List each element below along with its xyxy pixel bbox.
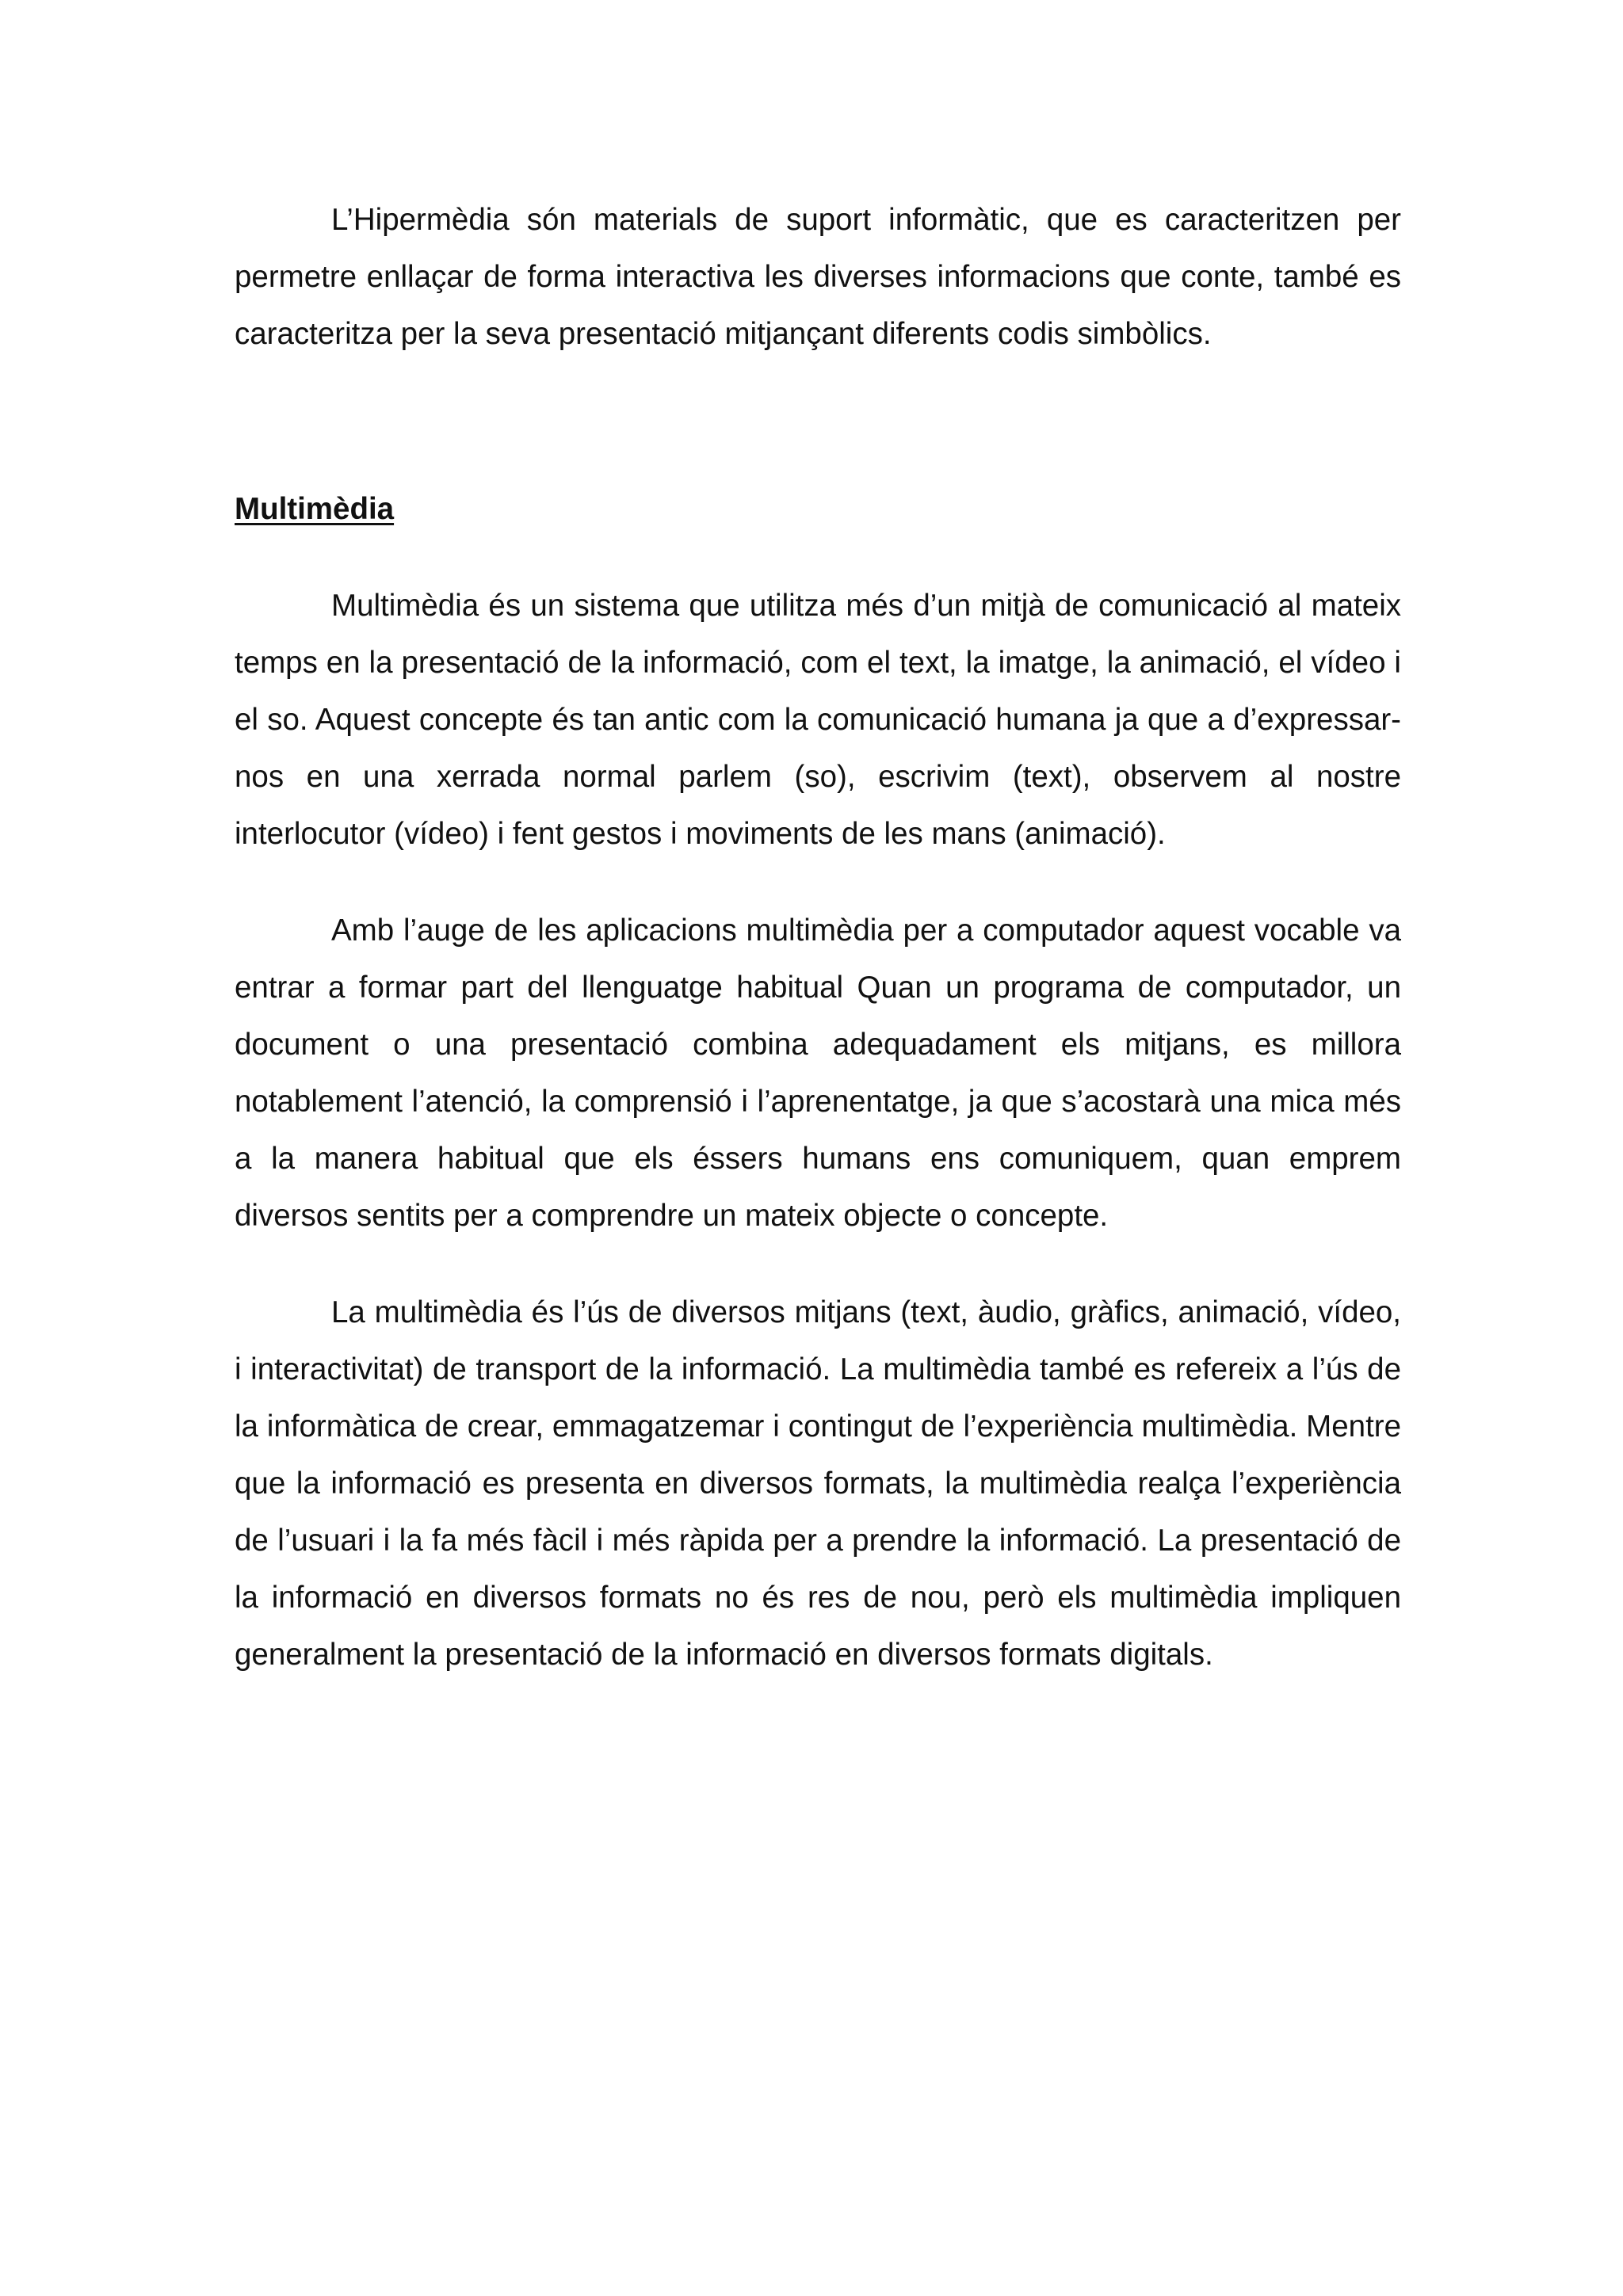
section-heading: Multimèdia (235, 492, 395, 526)
paragraph-multimedia-applications: Amb l’auge de les aplicacions multimèdia per a computador aquest vocable va entrar a formar part del llenguatge habitual Quan un programa de computador, un document o una presentació combina adequadament els mitjans, es millora notablement l’atenció, la comprensió i l’aprenentatge, ja que s’acostarà una mica més a la manera habitual que els éssers humans ens comuniquem, quan emprem diversos sentits per a comprendre un mateix objecte o concepte. (235, 913, 1401, 1233)
intro-paragraph: L’Hipermèdia són materials de suport informàtic, que es caracteritzen per permetre enllaçar de forma interactiva les diverses informacions que conte, també es caracteritza per la seva presentació mitjançant diferents codis simbòlics. (235, 203, 1401, 351)
paragraph-multimedia-formats: La multimèdia és l’ús de diversos mitjans (text, àudio, gràfics, animació, vídeo, i interactivitat) de transport de la informació. La multimèdia també es refereix a l’ús de la informàtica de crear, emmagatzemar i contingut de l’experiència multimèdia. Mentre que la informació es presenta en diversos formats, la multimèdia realça l’experiència de l’usuari i la fa més fàcil i més ràpida per a prendre la informació. La presentació de la informació en diversos formats no és res de nou, però els multimèdia impliquen generalment la presentació de la informació en diversos formats digitals. (235, 1295, 1401, 1672)
paragraph-multimedia-definition: Multimèdia és un sistema que utilitza més d’un mitjà de comunicació al mateix temps en la presentació de la informació, com el text, la imatge, la animació, el vídeo i el so. Aquest concepte és tan antic com la comunicació humana ja que a d’expressar-nos en una xerrada normal parlem (so), escrivim (text), observem al nostre interlocutor (vídeo) i fent gestos i moviments de les mans (animació). (235, 589, 1401, 851)
document-body (235, 192, 1401, 1684)
